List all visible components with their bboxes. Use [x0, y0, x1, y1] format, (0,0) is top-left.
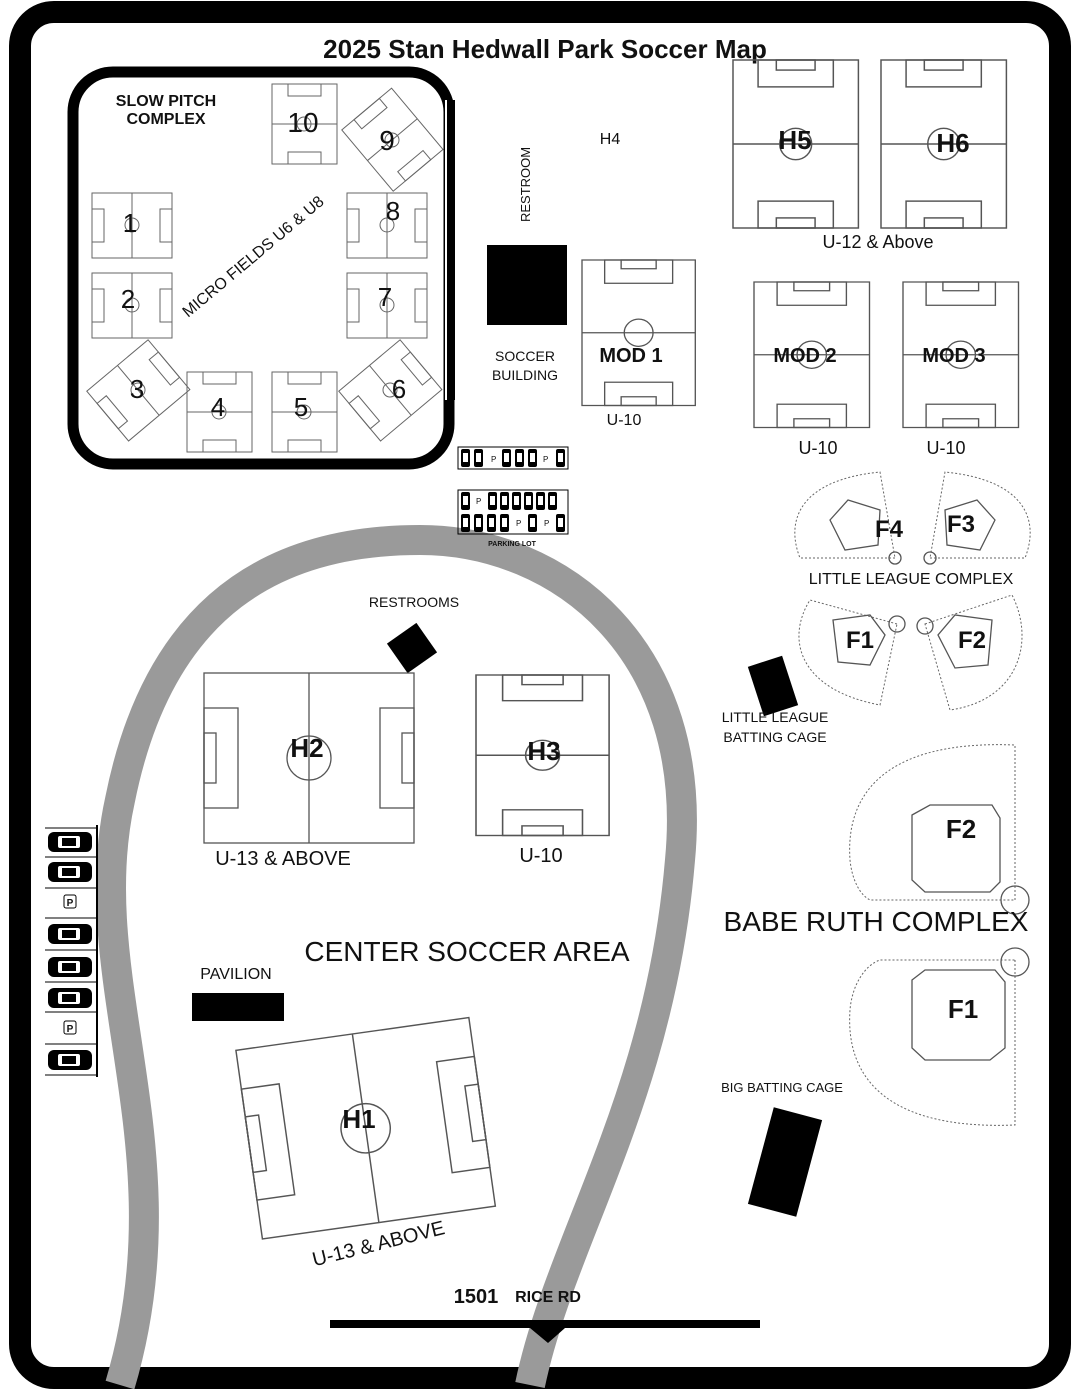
svg-text:8: 8 — [385, 196, 401, 226]
svg-text:H6: H6 — [936, 128, 970, 158]
h4-label: H4 — [599, 131, 621, 148]
field-h2[interactable] — [204, 673, 414, 843]
svg-text:P: P — [516, 519, 522, 528]
big-batting-cage-label: BIG BATTING CAGE — [721, 1080, 843, 1095]
restrooms-building[interactable] — [387, 623, 437, 673]
h1-age-label: U-13 & ABOVE — [310, 1217, 448, 1272]
diamond-ll-f1[interactable] — [799, 600, 905, 705]
restrooms-label: RESTROOMS — [368, 594, 460, 610]
diamond-br-f1[interactable] — [850, 948, 1029, 1125]
diamond-ll-f4[interactable] — [795, 472, 904, 564]
soccer-building-label-1: SOCCER — [495, 348, 555, 364]
slow-pitch-label-1: SLOW PITCH — [115, 93, 217, 110]
big-batting-cage[interactable] — [748, 1107, 822, 1217]
parking-lot[interactable] — [458, 447, 568, 534]
mod-2-age-label: U-10 — [798, 438, 838, 458]
svg-text:MOD 3: MOD 3 — [922, 345, 986, 367]
h2-age-label: U-13 & ABOVE — [215, 848, 351, 870]
soccer-building-label-2: BUILDING — [491, 367, 559, 383]
soccer-building[interactable] — [487, 245, 567, 325]
svg-text:10: 10 — [287, 107, 319, 138]
ll-batting-cage-label-2: BATTING CAGE — [723, 729, 827, 745]
diamond-br-f2[interactable] — [850, 745, 1029, 914]
h5-h6-age-label: U-12 & Above — [822, 232, 934, 252]
ll-batting-cage-label-1: LITTLE LEAGUE — [721, 709, 829, 725]
svg-text:H1: H1 — [342, 1104, 376, 1134]
h3-age-label: U-10 — [519, 845, 563, 867]
field-h1[interactable] — [236, 1018, 495, 1239]
restroom-label: RESTROOM — [518, 146, 533, 222]
svg-text:2: 2 — [120, 284, 136, 314]
svg-text:4: 4 — [210, 392, 226, 422]
svg-text:F2: F2 — [957, 627, 987, 654]
svg-text:P: P — [544, 519, 550, 528]
svg-text:9: 9 — [379, 125, 395, 156]
svg-text:P: P — [476, 497, 482, 506]
svg-text:3: 3 — [129, 374, 145, 404]
micro-fields-label: MICRO FIELDS U6 & U8 — [179, 193, 328, 322]
slow-pitch-label-2: COMPLEX — [126, 111, 206, 128]
svg-text:F1: F1 — [845, 627, 875, 654]
center-soccer-area-label: CENTER SOCCER AREA — [304, 936, 630, 967]
svg-text:MOD 1: MOD 1 — [599, 345, 663, 367]
address-number: 1501 — [453, 1286, 499, 1308]
svg-text:P: P — [543, 455, 549, 464]
address-street: RICE RD — [515, 1289, 581, 1306]
map-title: 2025 Stan Hedwall Park Soccer Map — [323, 34, 767, 64]
svg-text:F4: F4 — [874, 516, 904, 543]
svg-text:P: P — [66, 898, 74, 909]
field-h6[interactable] — [881, 60, 1006, 228]
svg-text:6: 6 — [391, 374, 407, 404]
field-h5[interactable] — [733, 60, 858, 228]
svg-text:P: P — [66, 1024, 74, 1035]
pavilion[interactable] — [192, 993, 284, 1021]
rice-road — [330, 1320, 760, 1328]
svg-text:F2: F2 — [945, 814, 977, 844]
little-league-complex-label: LITTLE LEAGUE COMPLEX — [808, 571, 1014, 588]
diamond-ll-f2[interactable] — [917, 595, 1022, 710]
field-mod-3[interactable] — [903, 282, 1019, 428]
mod-3-age-label: U-10 — [926, 438, 966, 458]
svg-text:H2: H2 — [290, 733, 324, 763]
svg-text:5: 5 — [293, 392, 309, 422]
svg-text:P: P — [491, 455, 497, 464]
svg-text:MOD 2: MOD 2 — [773, 345, 837, 367]
babe-ruth-complex-label: BABE RUTH COMPLEX — [723, 906, 1029, 937]
svg-text:H5: H5 — [778, 125, 812, 155]
pavilion-label: PAVILION — [200, 966, 272, 983]
field-mod-2[interactable] — [754, 282, 870, 428]
mod-1-age-label: U-10 — [606, 412, 642, 429]
svg-text:7: 7 — [377, 282, 393, 312]
svg-text:H3: H3 — [527, 736, 561, 766]
svg-text:F1: F1 — [947, 994, 979, 1024]
field-mod-1[interactable] — [582, 260, 695, 406]
little-league-batting-cage[interactable] — [748, 656, 798, 717]
svg-text:F3: F3 — [946, 511, 976, 538]
svg-text:1: 1 — [122, 208, 138, 238]
left-parking[interactable] — [45, 825, 97, 1077]
parking-lot-label: PARKING LOT — [488, 541, 536, 548]
field-h3[interactable] — [476, 675, 609, 836]
diamond-ll-f3[interactable] — [924, 472, 1030, 564]
